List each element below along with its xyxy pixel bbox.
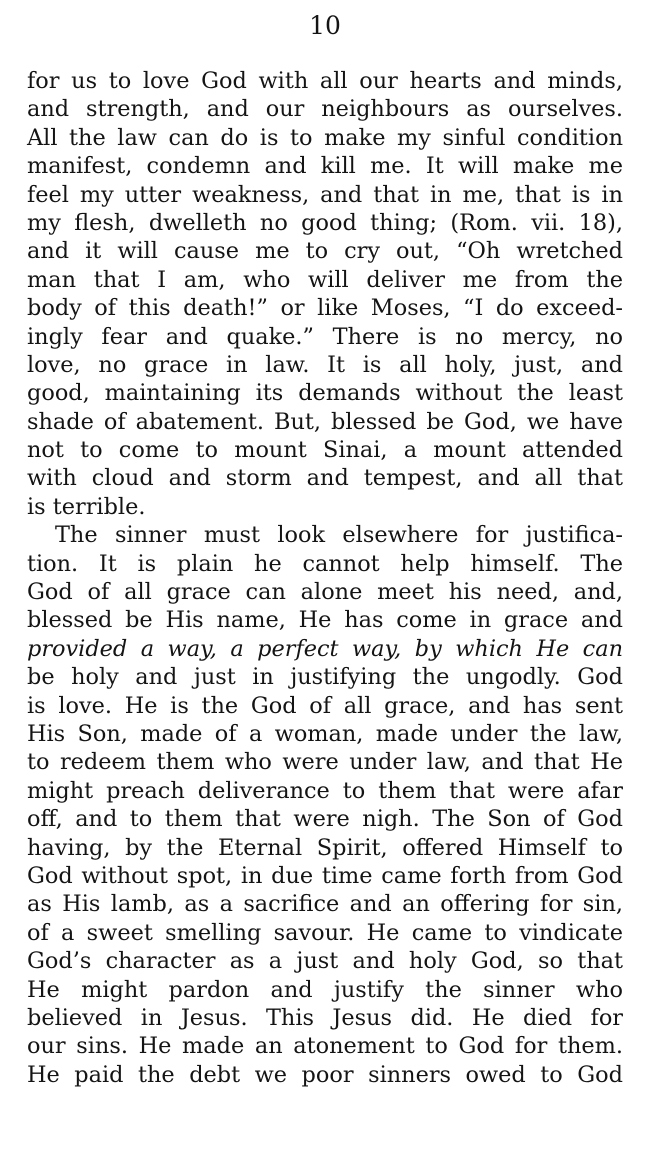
text-line: believed in Jesus. This Jesus did. He died for: [27, 1004, 623, 1031]
text-line: is terrible.: [27, 493, 146, 520]
text-line: blessed be His name, He has come in grace and: [27, 607, 623, 634]
text-line: God of all grace can alone meet his need, and,: [27, 579, 623, 606]
text-line: manifest, condemn and kill me. It will make me: [27, 153, 623, 180]
text-line: is love. He is the God of all grace, and has sent: [27, 692, 623, 719]
text-line: not to come to mount Sinai, a mount attended: [27, 437, 623, 464]
paragraph: [27, 521, 623, 1089]
text-line: to redeem them who were under law, and that He: [27, 749, 623, 776]
text-line: and it will cause me to cry out, “Oh wretched: [27, 238, 623, 265]
text-line: He might pardon and justify the sinner who: [27, 976, 623, 1003]
text-line: with cloud and storm and tempest, and all that: [27, 465, 623, 492]
text-line: God without spot, in due time came forth from God: [27, 862, 623, 889]
text-line: of a sweet smelling savour. He came to vindicate: [27, 919, 623, 946]
text-line: God’s character as a just and holy God, so that: [27, 948, 623, 975]
text-line: man that I am, who will deliver me from the: [27, 266, 623, 293]
text-line: The sinner must look elsewhere for justifica-: [55, 522, 623, 549]
page-number: 10: [309, 11, 341, 40]
text-line: feel my utter weakness, and that in me, that is in: [27, 181, 623, 208]
text-line: having, by the Eternal Spirit, offered Himself to: [27, 834, 623, 861]
italic-text-line: provided a way, a perfect way, by which He can: [27, 635, 623, 662]
text-line: and strength, and our neighbours as ourselves.: [27, 96, 623, 123]
text-line: tion. It is plain he cannot help himself. The: [27, 550, 623, 577]
text-line: body of this death!” or like Moses, “I do exceed-: [27, 295, 623, 322]
text-line: as His lamb, as a sacrifice and an offering for sin,: [27, 891, 623, 918]
text-line: off, and to them that were nigh. The Son of God: [27, 806, 623, 833]
paragraph: [27, 67, 623, 521]
text-line: be holy and just in justifying the ungodly. God: [27, 664, 623, 691]
text-line: love, no grace in law. It is all holy, just, and: [27, 351, 623, 378]
text-line: shade of abatement. But, blessed be God, we have: [27, 408, 623, 435]
text-line: He paid the debt we poor sinners owed to God: [27, 1061, 623, 1088]
body-text: [27, 67, 623, 1089]
text-line: for us to love God with all our hearts and minds,: [27, 68, 623, 94]
text-line: our sins. He made an atonement to God for them.: [27, 1033, 623, 1060]
text-line: His Son, made of a woman, made under the law,: [27, 720, 623, 747]
text-line: All the law can do is to make my sinful condition: [27, 124, 623, 151]
text-line: my flesh, dwelleth no good thing; (Rom. vii. 18),: [27, 209, 623, 236]
text-line: ingly fear and quake.” There is no mercy, no: [27, 323, 623, 350]
text-line: might preach deliverance to them that were afar: [27, 777, 623, 804]
text-line: good, maintaining its demands without the least: [27, 380, 623, 407]
